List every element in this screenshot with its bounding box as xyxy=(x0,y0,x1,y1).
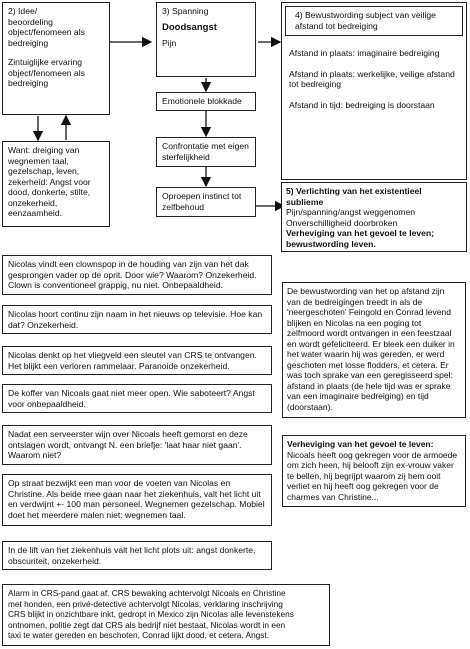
scenario-line: Alarm in CRS-pand gaat af. CRS bewaking achtervolgt Nicoals en Christine xyxy=(8,588,286,598)
oproepen-line: Oproepen instinct tot xyxy=(162,191,242,201)
explanation-line: van de bedreigingen treedt in als de xyxy=(287,296,423,307)
scenario-line: De koffer van Nicoals gaat niet meer open. Wie saboteert? Angst xyxy=(8,388,255,398)
scenario-box xyxy=(2,541,272,570)
scenario-box xyxy=(2,425,272,465)
box-oproepen-instinct xyxy=(156,187,256,217)
explanation-line: geschoten met losse flodders, et cetera. Er xyxy=(287,359,449,370)
scenario-box xyxy=(2,384,272,413)
explanation-line: blijken en Nicolas na een poging tot xyxy=(287,317,422,328)
box4-item: Afstand in plaats: imaginaire bedreiging xyxy=(289,48,440,58)
scenario-line: en verdwijnt +- 100 man personeel. Wegnemen gezelschap. Mobiel xyxy=(8,499,265,509)
box2-line: 2) Idee/ xyxy=(8,6,38,16)
explanation-line: was toch sprake van een geregisseerd spel: xyxy=(287,370,453,380)
scenario-box xyxy=(2,305,272,334)
box2-line: object/fenomeen als xyxy=(8,67,85,78)
scenario-line: obscuriteit, onzekerheid. xyxy=(8,555,102,566)
scenario-line: ontslagen wordt, ontvangt N. een briefje: 'laat haar niet gaan'. xyxy=(8,439,242,450)
explanation-line: 'neergeschoten' Feingold en Conrad levend xyxy=(287,307,451,317)
confrontatie-line: Confrontatie met eigen xyxy=(162,141,249,151)
emotionele-label: Emotionele blokkade xyxy=(162,96,242,106)
box3-pijn: Pijn xyxy=(162,38,177,48)
box3-doodsangst: Doodsangst xyxy=(162,21,217,33)
scenario-line: gesprongen vader op de oprit. Door wie? Waarom? Onzekerheid. xyxy=(8,269,257,280)
verheviging-explanation-box xyxy=(282,435,466,507)
box5-title: sublieme xyxy=(286,196,324,207)
box5-line: Pijn/spanning/angst weggenomen xyxy=(286,207,415,217)
scenario-line: Nicolas denkt op het vliegveld een sleutel van CRS te ontvangen. xyxy=(8,350,257,360)
box-want-dreiging xyxy=(2,141,110,227)
scenario-box xyxy=(2,474,272,526)
scenario-line: Nicolas hoort continu zijn naam in het nieuws op televisie. Hoe kan xyxy=(8,309,263,319)
scenario-line: Het blijkt een verloren rammelaar. Paranoide onzekerheid. xyxy=(8,360,230,371)
box4-title-line: 4) Bewustwording subject van veilige xyxy=(295,10,436,20)
scenario-line: In de lift van het ziekenhuis valt het licht plots uit: angst donkerte, xyxy=(8,545,256,555)
scenario-line: Op straat bezwijkt een man voor de voeten van Nicolas en xyxy=(8,478,231,488)
explanation-line: zelfmoord wordt ontvangen in een feestzaal xyxy=(287,328,452,338)
box2-line: bedreiging xyxy=(8,78,49,88)
scenario-line: Waarom niet? xyxy=(8,450,62,460)
box4-item: tot bedreiging xyxy=(289,79,342,89)
box-bewustwording-title xyxy=(285,6,463,36)
scenario-line: voor onbepaaldheid. xyxy=(8,398,86,409)
scenario-line: met honden, een privé-detective achtervolgt Nicolas, verklaring inschrijving xyxy=(8,598,283,609)
explanation-line: Nicoals heeft oog gekregen voor de armoede xyxy=(287,449,458,460)
want-line: Want: dreiging van xyxy=(8,145,80,155)
scenario-line: doet het meerdere malen niet: wegnemen taal. xyxy=(8,509,186,520)
explanation-line: en wordt gefeliciteerd. Er bleek een duiker in xyxy=(287,338,455,349)
scenario-line: taxi te water gereden en beschoten, Conrad lijkt dood, et cetera. Angst. xyxy=(8,630,270,641)
box-spanning xyxy=(156,2,256,77)
scenario-line: ontnomen, politie zegt dat CRS als bedrijf niet bestaat, Nicolas wordt in een xyxy=(8,619,286,630)
box-idee-beoordeling xyxy=(2,2,110,115)
box-confrontatie xyxy=(156,137,256,167)
box5-line: Onverschilligheid doorbroken xyxy=(286,217,398,228)
explanation-line: verliet en hij heeft oog gekregen voor de xyxy=(287,481,439,491)
box4-item: Afstand in plaats: werkelijke, veilige afstand xyxy=(289,68,455,79)
scenario-box xyxy=(2,346,272,375)
verheviging-title: Verheviging van het gevoel te leven: xyxy=(287,439,434,449)
scenario-line: dat? Onzekerheid. xyxy=(8,319,79,330)
explanation-line: van een imaginaire bedreiging) en tijd xyxy=(287,391,429,401)
box4-item: Afstand in tijd: bedreiging is doorstaan xyxy=(289,99,435,110)
box2-line: object/fenomeen als xyxy=(8,27,85,37)
explanation-line: charmes van Christine... xyxy=(287,491,379,502)
box2-line: beoordeling xyxy=(8,16,53,27)
box-bewustwording-outer xyxy=(281,2,467,180)
oproepen-line: zelfbehoud xyxy=(162,201,205,212)
want-line: dood, donkerte, stilte, xyxy=(8,187,91,197)
scenario-box xyxy=(2,584,330,646)
box2-line: bedreiging xyxy=(8,37,49,48)
box4-title-line: afstand tot bedreiging xyxy=(295,20,378,31)
explanation-line: om zich heen, hij belooft zijn ex-vrouw vaker xyxy=(287,460,454,470)
bewustwording-explanation-box xyxy=(282,282,466,418)
want-line: eenzaamheid. xyxy=(8,208,62,218)
want-line: wegnemen taal, xyxy=(8,155,69,166)
box-emotionele-blokkade xyxy=(156,92,256,111)
box-verlichting xyxy=(281,182,467,252)
scenario-line: CRS blijkt in onzichtbare inkt, gedropt in Mexico zijn Nicolas alle levenstekens xyxy=(8,609,294,620)
box5-bold: Verheviging van het gevoel te leven; xyxy=(286,228,435,238)
want-line: onzekerheid, xyxy=(8,197,58,208)
want-line: gezelschap, leven, xyxy=(8,166,80,176)
scenario-line: Nadat een serveerster wijn over Nicoals heeft gemorst en deze xyxy=(8,429,248,439)
explanation-line: De bewustwording van het op afstand zijn xyxy=(287,286,445,296)
explanation-line: te bellen, hij begrijpt waarom zij hem ooit xyxy=(287,470,441,481)
box5-bold: bewustwording leven. xyxy=(286,238,376,249)
box2-line: Zintuiglijke ervaring xyxy=(8,57,83,67)
scenario-line: Nicolas vindt een clownspop in de houding van zijn van het dak xyxy=(8,259,249,269)
want-line: zekerheid: Angst voor xyxy=(8,176,91,187)
scenario-line: Christine. Als beide mee gaan naar het ziekenhuis, valt het licht uit xyxy=(8,488,261,499)
scenario-box xyxy=(2,255,272,295)
box5-title: 5) Verlichting van het existentieel xyxy=(286,186,422,196)
scenario-line: Clown is conventioneel grappig, nu niet. Onbepaaldheid. xyxy=(8,280,223,290)
explanation-line: afstand in plaats (de hele tijd was er sprake xyxy=(287,380,451,391)
explanation-line: het water waarin hij was gereden, er werd xyxy=(287,349,445,359)
explanation-line: (doorstaan). xyxy=(287,401,333,412)
confrontatie-line: sterfelijkheid xyxy=(162,151,210,162)
box3-spanning: 3) Spanning xyxy=(162,6,209,16)
